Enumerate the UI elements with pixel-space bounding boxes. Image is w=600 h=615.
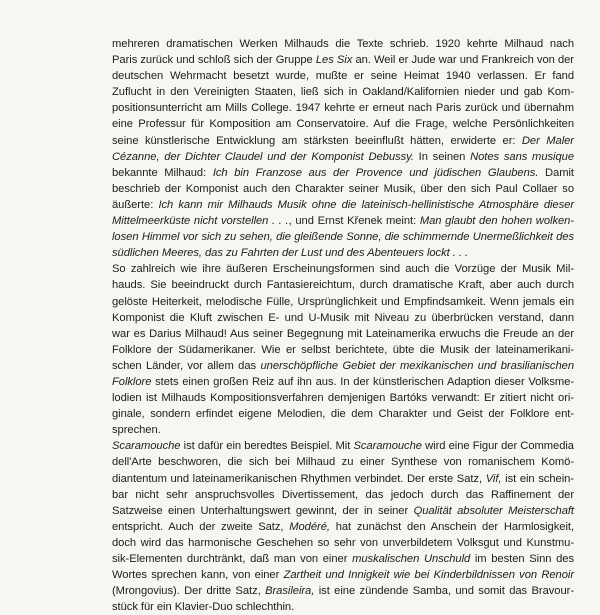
text-run: ginale, sondern erfindet eigene Melodien, die dem Charakter und Geist der Folklore ent-: [112, 408, 574, 421]
text-run: sik-Elementen durchtränkt, daß man von einer: [112, 553, 353, 565]
text-line: [112, 422, 574, 438]
liner-notes-text: [112, 36, 574, 615]
text-line: [112, 471, 574, 487]
text-run: (Mrongovius). Der dritte Satz,: [112, 585, 266, 598]
text-run: eine Professur für Komposition am Conservatoire. Auf die Frage, welche Persönlichkeiten: [112, 118, 574, 131]
text-run: In seinen: [413, 150, 471, 163]
text-line: [112, 374, 574, 390]
text-line: [112, 326, 574, 342]
text-line: [112, 358, 574, 374]
text-line: [112, 36, 574, 52]
text-line: [112, 535, 574, 551]
text-run: schen Länder, vor allem das: [112, 359, 261, 372]
text-run: war es Darius Milhaud! Aus seiner Begegnung mit Lateinamerika erwuchs die Freude an der: [112, 327, 574, 340]
italic-text: muskalischen Unschuld: [352, 553, 471, 565]
text-run: bekannte Milhaud:: [112, 166, 213, 179]
italic-text: losen Himmel vor sich zu sehen, die gleißende Sonne, die schimmernde Unermeßlichkeit des: [112, 231, 574, 244]
text-line: [112, 277, 574, 293]
text-line: [112, 197, 574, 213]
text-run: hat zunächst den Anschein der Harmlosigkeit,: [329, 520, 574, 533]
text-run: Folklore der Südamerikaner. Wie er selbst berichtete, übte die Musik der lateinamerikani-: [112, 343, 574, 356]
text-line: [112, 133, 574, 149]
text-run: im besten Sinn des: [470, 553, 575, 565]
italic-text: Folklore: [112, 375, 152, 388]
italic-text: Vif,: [485, 472, 502, 485]
text-line: [112, 149, 574, 165]
text-run: stets einen großen Reiz auf ihn aus. In der künstlerischen Adaption dieser Volksme-: [151, 375, 574, 388]
text-run: ist eine zündende Samba, und somit das Bravour-: [314, 585, 574, 598]
text-line: [112, 503, 574, 519]
text-run: stück für ein Klavier-Duo schlechthin.: [112, 601, 295, 614]
text-line: [112, 245, 574, 261]
text-run: äußerte:: [112, 198, 159, 211]
text-line: [112, 454, 574, 470]
text-run: wird eine Figur der Commedia: [421, 440, 574, 453]
text-line: [112, 68, 574, 84]
italic-text: südlichen Meeres, das zu Fahrten der Lust und des Abenteuers lockt . . .: [112, 247, 469, 260]
text-run: Damit: [538, 166, 574, 179]
text-line: [112, 567, 574, 583]
italic-text: unerschöpfliche Gebiet der mexikanischen und brasilianischen: [260, 359, 574, 372]
text-run: , und Ernst Křenek meint:: [288, 215, 420, 228]
italic-text: Qualität absoluter Meisterschaft: [413, 504, 574, 517]
italic-text: Ich kann mir Milhauds Musik ohne die lateinisch-hellinistische Atmosphäre dieser: [158, 198, 574, 211]
italic-text: Scaramouche: [353, 440, 422, 453]
text-line: [112, 165, 574, 181]
text-line: [112, 438, 574, 454]
italic-text: Les Six: [315, 54, 353, 67]
text-run: ist ein schein-: [501, 472, 574, 485]
text-run: doch wird das harmonische Geschehen so sehr von unverbildetem Volksgut und Kunstmu-: [112, 536, 574, 549]
text-line: [112, 229, 574, 245]
italic-text: Der Maler: [521, 134, 574, 147]
italic-text: Man glaubt den hohen wolken-: [419, 215, 575, 228]
text-line: [112, 390, 574, 406]
text-line: [112, 583, 574, 599]
text-run: lodien ist Milhauds Kompositionsverfahren demjenigen Bartóks verwandt: Er zitiert nicht ori-: [112, 392, 574, 405]
text-line: [112, 551, 574, 567]
text-run: positionsunterricht am Mills College. 1947 kehrte er erneut nach Paris zurück und übernahm: [112, 102, 574, 115]
text-line: [112, 310, 574, 326]
text-run: Paris zurück und schloß sich der Gruppe: [112, 54, 316, 67]
text-line: [112, 181, 574, 197]
text-line: [112, 261, 574, 277]
text-run: So zahlreich wie ihre äußeren Erscheinungsformen sind auch die Vorzüge der Musik Mil-: [112, 263, 574, 276]
text-line: [112, 487, 574, 503]
italic-text: Scaramouche: [112, 440, 181, 453]
text-run: Wortes sprechen kann, von einer: [112, 569, 284, 582]
text-run: ist dafür ein beredtes Beispiel. Mit: [180, 440, 354, 453]
text-run: an. Weil er Jude war und Frankreich von der: [352, 54, 574, 67]
text-run: hauds. Sie beeindruckt durch Fantasiereichtum, durch dramatische Kraft, aber auch durch: [112, 279, 574, 292]
text-run: Zuflucht in den Vereinigten Staaten, ließ sich in Oakland/Kalifornien nieder und gab Kom-: [112, 86, 574, 99]
text-line: [112, 116, 574, 132]
italic-text: Brasileira,: [265, 585, 315, 598]
text-run: bar nicht sehr anspruchsvolles Divertissement, das jedoch durch das Raffinement der: [112, 488, 574, 501]
text-run: seine künstlerische Entwicklung am stärksten beeinflußt hätten, erwiderte er:: [112, 134, 522, 147]
text-run: entspricht. Auch der zweite Satz,: [112, 520, 290, 533]
text-run: beschrieb der Komponist auch den Charakter seiner Musik, über den sich Paul Collaer so: [112, 182, 574, 195]
italic-text: Notes sans musique: [470, 150, 574, 163]
text-run: Satzweise einen Unterhaltungswert gewinnt, der in seiner: [112, 504, 414, 517]
text-run: mehreren dramatischen Werken Milhauds die Texte schrieb. 1920 kehrte Milhaud nach: [112, 38, 574, 50]
text-line: [112, 406, 574, 422]
text-run: diantentum und lateinamerikanischen Rhythmen verbindet. Der erste Satz,: [112, 472, 486, 485]
text-run: dell'Arte beschworen, die sich bei Milhaud zu einer Synthese von romanischem Komö-: [112, 456, 574, 469]
text-run: gelöste Heiterkeit, melodische Fülle, Ursprünglichkeit und Empfindsamkeit. Wenn jemals ein: [112, 295, 574, 308]
text-run: deutschen Wehrmacht besetzt wurde, mußte er seine Heimat 1940 verlassen. Er fand: [112, 70, 574, 83]
text-run: sprechen.: [112, 424, 161, 437]
text-line: [112, 52, 574, 68]
italic-text: Mittelmeerküste nicht vorstellen . . .: [112, 215, 289, 228]
text-line: [112, 599, 574, 615]
italic-text: Zartheit und Innigkeit wie bei Kinderbildnissen von Renoir: [283, 569, 574, 582]
italic-text: Ich bin Franzose aus der Provence und jüdischen Glaubens.: [212, 166, 539, 179]
text-line: [112, 294, 574, 310]
text-line: [112, 519, 574, 535]
text-line: [112, 84, 574, 100]
text-run: Komponist die Kluft zwischen E- und U-Musik mit Niveau zu überbrücken verstand, dann: [112, 311, 574, 324]
text-line: [112, 342, 574, 358]
italic-text: Cézanne, der Dichter Claudel und der Komponist Debussy.: [112, 150, 414, 163]
italic-text: Modéré,: [289, 520, 330, 533]
text-line: [112, 100, 574, 116]
text-line: [112, 213, 574, 229]
